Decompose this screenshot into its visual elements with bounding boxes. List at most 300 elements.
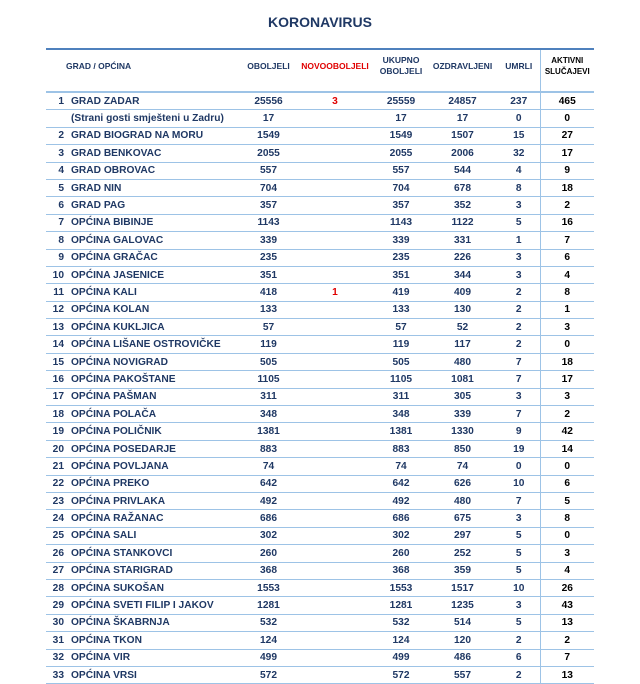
table-row bbox=[46, 162, 594, 179]
row-umrli: 10 bbox=[498, 475, 540, 492]
row-ozdravljeni: 480 bbox=[427, 492, 498, 509]
row-novooboljeli bbox=[295, 649, 375, 666]
row-ukupno: 572 bbox=[375, 666, 427, 683]
row-aktivni: 1 bbox=[540, 301, 594, 318]
row-ozdravljeni: 1330 bbox=[427, 423, 498, 440]
row-ozdravljeni: 339 bbox=[427, 406, 498, 423]
row-novooboljeli bbox=[295, 440, 375, 457]
row-name: OPĆINA KUKLJICA bbox=[68, 319, 242, 336]
row-name: OPĆINA TKON bbox=[68, 632, 242, 649]
row-number: 15 bbox=[46, 353, 68, 370]
row-ozdravljeni: 1517 bbox=[427, 579, 498, 596]
row-umrli: 2 bbox=[498, 336, 540, 353]
row-aktivni: 13 bbox=[540, 614, 594, 631]
row-number: 7 bbox=[46, 214, 68, 231]
row-ukupno: 686 bbox=[375, 510, 427, 527]
row-aktivni: 6 bbox=[540, 249, 594, 266]
row-aktivni: 0 bbox=[540, 527, 594, 544]
row-umrli: 1 bbox=[498, 232, 540, 249]
table-row bbox=[46, 406, 594, 423]
table-row bbox=[46, 179, 594, 196]
row-umrli: 237 bbox=[498, 92, 540, 110]
row-novooboljeli bbox=[295, 336, 375, 353]
row-name: OPĆINA PRIVLAKA bbox=[68, 492, 242, 509]
row-novooboljeli bbox=[295, 423, 375, 440]
row-number: 21 bbox=[46, 458, 68, 475]
table-row bbox=[46, 527, 594, 544]
row-aktivni: 2 bbox=[540, 632, 594, 649]
row-umrli: 3 bbox=[498, 197, 540, 214]
row-ozdravljeni: 359 bbox=[427, 562, 498, 579]
row-aktivni: 17 bbox=[540, 145, 594, 162]
row-ozdravljeni: 1507 bbox=[427, 127, 498, 144]
row-ukupno: 883 bbox=[375, 440, 427, 457]
row-ukupno: 119 bbox=[375, 336, 427, 353]
row-umrli: 3 bbox=[498, 510, 540, 527]
row-umrli: 3 bbox=[498, 597, 540, 614]
table-row bbox=[46, 319, 594, 336]
row-number: 17 bbox=[46, 388, 68, 405]
row-ukupno: 704 bbox=[375, 179, 427, 196]
row-name: OPĆINA GRAČAC bbox=[68, 249, 242, 266]
row-ukupno: 419 bbox=[375, 284, 427, 301]
row-oboljeli: 124 bbox=[242, 632, 295, 649]
row-umrli: 2 bbox=[498, 301, 540, 318]
row-ozdravljeni: 1235 bbox=[427, 597, 498, 614]
header-spacer bbox=[46, 82, 594, 92]
row-oboljeli: 133 bbox=[242, 301, 295, 318]
row-oboljeli: 260 bbox=[242, 545, 295, 562]
row-oboljeli: 1105 bbox=[242, 371, 295, 388]
row-novooboljeli bbox=[295, 475, 375, 492]
row-name: GRAD PAG bbox=[68, 197, 242, 214]
row-oboljeli: 17 bbox=[242, 110, 295, 127]
row-umrli: 2 bbox=[498, 632, 540, 649]
row-ozdravljeni: 17 bbox=[427, 110, 498, 127]
row-number: 32 bbox=[46, 649, 68, 666]
row-oboljeli: 1281 bbox=[242, 597, 295, 614]
row-ukupno: 74 bbox=[375, 458, 427, 475]
row-number: 28 bbox=[46, 579, 68, 596]
row-ozdravljeni: 2006 bbox=[427, 145, 498, 162]
row-umrli: 7 bbox=[498, 406, 540, 423]
row-number: 10 bbox=[46, 266, 68, 283]
row-name: OPĆINA ŠKABRNJA bbox=[68, 614, 242, 631]
column-header-novooboljeli: NOVOOBOLJELI bbox=[295, 49, 375, 82]
row-ozdravljeni: 352 bbox=[427, 197, 498, 214]
row-umrli: 4 bbox=[498, 162, 540, 179]
row-ozdravljeni: 297 bbox=[427, 527, 498, 544]
table-row bbox=[46, 92, 594, 110]
row-umrli: 3 bbox=[498, 266, 540, 283]
row-number bbox=[46, 110, 68, 127]
row-umrli: 6 bbox=[498, 649, 540, 666]
row-ukupno: 348 bbox=[375, 406, 427, 423]
row-ukupno: 492 bbox=[375, 492, 427, 509]
row-umrli: 19 bbox=[498, 440, 540, 457]
row-oboljeli: 499 bbox=[242, 649, 295, 666]
row-aktivni: 0 bbox=[540, 110, 594, 127]
row-name: OPĆINA NOVIGRAD bbox=[68, 353, 242, 370]
row-umrli: 2 bbox=[498, 284, 540, 301]
row-number: 12 bbox=[46, 301, 68, 318]
row-ozdravljeni: 1081 bbox=[427, 371, 498, 388]
row-ozdravljeni: 557 bbox=[427, 666, 498, 683]
row-oboljeli: 1553 bbox=[242, 579, 295, 596]
row-umrli: 5 bbox=[498, 562, 540, 579]
row-aktivni: 4 bbox=[540, 266, 594, 283]
row-oboljeli: 642 bbox=[242, 475, 295, 492]
column-header-ukupno-line2: OBOLJELI bbox=[379, 66, 423, 76]
row-ukupno: 1553 bbox=[375, 579, 427, 596]
row-umrli: 0 bbox=[498, 110, 540, 127]
table-row bbox=[46, 492, 594, 509]
row-name: OPĆINA POSEDARJE bbox=[68, 440, 242, 457]
table-row bbox=[46, 145, 594, 162]
row-name: GRAD BENKOVAC bbox=[68, 145, 242, 162]
row-name: OPĆINA KALI bbox=[68, 284, 242, 301]
table-body bbox=[46, 92, 594, 684]
row-ozdravljeni: 344 bbox=[427, 266, 498, 283]
row-name: OPĆINA GALOVAC bbox=[68, 232, 242, 249]
table-row bbox=[46, 545, 594, 562]
column-header-oboljeli: OBOLJELI bbox=[242, 49, 295, 82]
row-umrli: 0 bbox=[498, 458, 540, 475]
row-ozdravljeni: 74 bbox=[427, 458, 498, 475]
row-number: 26 bbox=[46, 545, 68, 562]
row-oboljeli: 704 bbox=[242, 179, 295, 196]
row-number: 25 bbox=[46, 527, 68, 544]
row-number: 9 bbox=[46, 249, 68, 266]
row-novooboljeli bbox=[295, 179, 375, 196]
table-row bbox=[46, 336, 594, 353]
row-aktivni: 18 bbox=[540, 353, 594, 370]
row-number: 23 bbox=[46, 492, 68, 509]
row-name: OPĆINA JASENICE bbox=[68, 266, 242, 283]
table-row bbox=[46, 197, 594, 214]
row-novooboljeli bbox=[295, 666, 375, 683]
row-ozdravljeni: 514 bbox=[427, 614, 498, 631]
row-name: OPĆINA POVLJANA bbox=[68, 458, 242, 475]
column-header-aktivni-line1: AKTIVNI bbox=[551, 56, 584, 65]
column-header-name: GRAD / OPĆINA bbox=[46, 49, 242, 82]
table-row bbox=[46, 579, 594, 596]
row-number: 22 bbox=[46, 475, 68, 492]
row-oboljeli: 235 bbox=[242, 249, 295, 266]
row-name: OPĆINA PREKO bbox=[68, 475, 242, 492]
row-number: 16 bbox=[46, 371, 68, 388]
row-ozdravljeni: 486 bbox=[427, 649, 498, 666]
table-row bbox=[46, 649, 594, 666]
row-ukupno: 368 bbox=[375, 562, 427, 579]
row-oboljeli: 532 bbox=[242, 614, 295, 631]
row-ukupno: 499 bbox=[375, 649, 427, 666]
row-number: 24 bbox=[46, 510, 68, 527]
row-aktivni: 9 bbox=[540, 162, 594, 179]
table-row bbox=[46, 249, 594, 266]
row-ukupno: 133 bbox=[375, 301, 427, 318]
table-row bbox=[46, 597, 594, 614]
row-novooboljeli bbox=[295, 510, 375, 527]
row-umrli: 3 bbox=[498, 249, 540, 266]
row-aktivni: 8 bbox=[540, 510, 594, 527]
row-novooboljeli bbox=[295, 249, 375, 266]
row-aktivni: 16 bbox=[540, 214, 594, 231]
row-number: 14 bbox=[46, 336, 68, 353]
row-aktivni: 3 bbox=[540, 388, 594, 405]
row-ozdravljeni: 678 bbox=[427, 179, 498, 196]
row-number: 2 bbox=[46, 127, 68, 144]
row-oboljeli: 418 bbox=[242, 284, 295, 301]
row-umrli: 2 bbox=[498, 319, 540, 336]
row-name: OPĆINA BIBINJE bbox=[68, 214, 242, 231]
row-name: OPĆINA LIŠANE OSTROVIČKE bbox=[68, 336, 242, 353]
row-number: 4 bbox=[46, 162, 68, 179]
row-aktivni: 27 bbox=[540, 127, 594, 144]
row-ozdravljeni: 24857 bbox=[427, 92, 498, 110]
row-ukupno: 1381 bbox=[375, 423, 427, 440]
row-number: 20 bbox=[46, 440, 68, 457]
page-title: KORONAVIRUS bbox=[268, 14, 372, 30]
row-novooboljeli: 1 bbox=[295, 284, 375, 301]
row-umrli: 5 bbox=[498, 214, 540, 231]
row-name: GRAD BIOGRAD NA MORU bbox=[68, 127, 242, 144]
column-header-umrli: UMRLI bbox=[498, 49, 540, 82]
row-novooboljeli bbox=[295, 266, 375, 283]
row-ozdravljeni: 480 bbox=[427, 353, 498, 370]
row-name: OPĆINA STARIGRAD bbox=[68, 562, 242, 579]
row-oboljeli: 74 bbox=[242, 458, 295, 475]
row-aktivni: 43 bbox=[540, 597, 594, 614]
table-row bbox=[46, 666, 594, 683]
row-aktivni: 3 bbox=[540, 319, 594, 336]
row-ukupno: 357 bbox=[375, 197, 427, 214]
row-aktivni: 5 bbox=[540, 492, 594, 509]
row-oboljeli: 339 bbox=[242, 232, 295, 249]
row-umrli: 15 bbox=[498, 127, 540, 144]
row-ukupno: 1549 bbox=[375, 127, 427, 144]
table-row bbox=[46, 614, 594, 631]
row-ozdravljeni: 130 bbox=[427, 301, 498, 318]
row-ukupno: 260 bbox=[375, 545, 427, 562]
row-number: 31 bbox=[46, 632, 68, 649]
row-oboljeli: 1549 bbox=[242, 127, 295, 144]
row-name: OPĆINA PAŠMAN bbox=[68, 388, 242, 405]
row-name: OPĆINA KOLAN bbox=[68, 301, 242, 318]
table-row bbox=[46, 388, 594, 405]
row-number: 27 bbox=[46, 562, 68, 579]
row-oboljeli: 883 bbox=[242, 440, 295, 457]
row-oboljeli: 2055 bbox=[242, 145, 295, 162]
row-novooboljeli bbox=[295, 301, 375, 318]
row-aktivni: 17 bbox=[540, 371, 594, 388]
table-row bbox=[46, 510, 594, 527]
row-ukupno: 351 bbox=[375, 266, 427, 283]
table-row bbox=[46, 632, 594, 649]
table-row bbox=[46, 301, 594, 318]
row-ozdravljeni: 409 bbox=[427, 284, 498, 301]
row-oboljeli: 357 bbox=[242, 197, 295, 214]
row-ozdravljeni: 252 bbox=[427, 545, 498, 562]
row-name: OPĆINA VRSI bbox=[68, 666, 242, 683]
row-aktivni: 18 bbox=[540, 179, 594, 196]
row-aktivni: 14 bbox=[540, 440, 594, 457]
row-name: (Strani gosti smješteni u Zadru) bbox=[68, 110, 242, 127]
column-header-ukupno bbox=[375, 49, 427, 82]
row-ukupno: 235 bbox=[375, 249, 427, 266]
row-ukupno: 505 bbox=[375, 353, 427, 370]
row-umrli: 7 bbox=[498, 353, 540, 370]
row-ukupno: 339 bbox=[375, 232, 427, 249]
row-novooboljeli bbox=[295, 353, 375, 370]
row-umrli: 9 bbox=[498, 423, 540, 440]
row-ozdravljeni: 120 bbox=[427, 632, 498, 649]
row-ukupno: 557 bbox=[375, 162, 427, 179]
row-umrli: 5 bbox=[498, 614, 540, 631]
row-ukupno: 25559 bbox=[375, 92, 427, 110]
row-aktivni: 7 bbox=[540, 232, 594, 249]
row-name: GRAD NIN bbox=[68, 179, 242, 196]
row-umrli: 32 bbox=[498, 145, 540, 162]
row-novooboljeli bbox=[295, 406, 375, 423]
row-number: 33 bbox=[46, 666, 68, 683]
row-name: OPĆINA SVETI FILIP I JAKOV bbox=[68, 597, 242, 614]
row-umrli: 3 bbox=[498, 388, 540, 405]
row-umrli: 2 bbox=[498, 666, 540, 683]
table-row bbox=[46, 458, 594, 475]
row-novooboljeli bbox=[295, 527, 375, 544]
row-umrli: 5 bbox=[498, 527, 540, 544]
row-ukupno: 302 bbox=[375, 527, 427, 544]
row-name: OPĆINA SUKOŠAN bbox=[68, 579, 242, 596]
row-ukupno: 642 bbox=[375, 475, 427, 492]
table-row bbox=[46, 475, 594, 492]
row-ozdravljeni: 305 bbox=[427, 388, 498, 405]
row-novooboljeli bbox=[295, 232, 375, 249]
row-name: OPĆINA PAKOŠTANE bbox=[68, 371, 242, 388]
row-number: 13 bbox=[46, 319, 68, 336]
column-header-aktivni bbox=[540, 49, 594, 82]
row-oboljeli: 1381 bbox=[242, 423, 295, 440]
row-number: 3 bbox=[46, 145, 68, 162]
table-row bbox=[46, 423, 594, 440]
row-novooboljeli bbox=[295, 110, 375, 127]
row-novooboljeli bbox=[295, 597, 375, 614]
row-ozdravljeni: 675 bbox=[427, 510, 498, 527]
row-aktivni: 4 bbox=[540, 562, 594, 579]
row-number: 18 bbox=[46, 406, 68, 423]
row-oboljeli: 572 bbox=[242, 666, 295, 683]
row-ozdravljeni: 117 bbox=[427, 336, 498, 353]
covid-cases-table bbox=[46, 48, 594, 684]
row-ukupno: 57 bbox=[375, 319, 427, 336]
row-name: OPĆINA VIR bbox=[68, 649, 242, 666]
table-row bbox=[46, 266, 594, 283]
row-aktivni: 3 bbox=[540, 545, 594, 562]
table-row bbox=[46, 214, 594, 231]
row-name: OPĆINA SALI bbox=[68, 527, 242, 544]
row-novooboljeli bbox=[295, 197, 375, 214]
row-ukupno: 311 bbox=[375, 388, 427, 405]
row-novooboljeli bbox=[295, 632, 375, 649]
row-aktivni: 0 bbox=[540, 458, 594, 475]
row-oboljeli: 557 bbox=[242, 162, 295, 179]
row-oboljeli: 351 bbox=[242, 266, 295, 283]
row-novooboljeli bbox=[295, 127, 375, 144]
row-ozdravljeni: 626 bbox=[427, 475, 498, 492]
row-novooboljeli bbox=[295, 492, 375, 509]
column-header-ozdravljeni: OZDRAVLJENI bbox=[427, 49, 498, 82]
table-row bbox=[46, 127, 594, 144]
row-oboljeli: 25556 bbox=[242, 92, 295, 110]
row-umrli: 7 bbox=[498, 492, 540, 509]
column-header-ukupno-line1: UKUPNO bbox=[382, 55, 420, 65]
row-oboljeli: 686 bbox=[242, 510, 295, 527]
row-novooboljeli bbox=[295, 579, 375, 596]
row-aktivni: 26 bbox=[540, 579, 594, 596]
row-aktivni: 0 bbox=[540, 336, 594, 353]
row-name: GRAD OBROVAC bbox=[68, 162, 242, 179]
row-oboljeli: 368 bbox=[242, 562, 295, 579]
row-novooboljeli bbox=[295, 545, 375, 562]
table-row bbox=[46, 232, 594, 249]
table-row bbox=[46, 371, 594, 388]
row-novooboljeli bbox=[295, 614, 375, 631]
row-novooboljeli bbox=[295, 214, 375, 231]
row-ozdravljeni: 1122 bbox=[427, 214, 498, 231]
row-name: GRAD ZADAR bbox=[68, 92, 242, 110]
row-novooboljeli bbox=[295, 458, 375, 475]
row-aktivni: 8 bbox=[540, 284, 594, 301]
row-number: 19 bbox=[46, 423, 68, 440]
row-oboljeli: 119 bbox=[242, 336, 295, 353]
row-name: OPĆINA RAŽANAC bbox=[68, 510, 242, 527]
table-row bbox=[46, 562, 594, 579]
table-row bbox=[46, 110, 594, 127]
row-aktivni: 2 bbox=[540, 406, 594, 423]
row-name: OPĆINA POLAČA bbox=[68, 406, 242, 423]
table-header bbox=[46, 49, 594, 92]
column-header-aktivni-line2: SLUČAJEVI bbox=[544, 67, 590, 76]
row-novooboljeli bbox=[295, 145, 375, 162]
table-row bbox=[46, 284, 594, 301]
row-ozdravljeni: 544 bbox=[427, 162, 498, 179]
row-novooboljeli bbox=[295, 319, 375, 336]
row-umrli: 5 bbox=[498, 545, 540, 562]
row-oboljeli: 302 bbox=[242, 527, 295, 544]
row-novooboljeli bbox=[295, 388, 375, 405]
row-oboljeli: 57 bbox=[242, 319, 295, 336]
row-oboljeli: 348 bbox=[242, 406, 295, 423]
row-ozdravljeni: 52 bbox=[427, 319, 498, 336]
row-number: 11 bbox=[46, 284, 68, 301]
row-ukupno: 1281 bbox=[375, 597, 427, 614]
row-aktivni: 6 bbox=[540, 475, 594, 492]
row-umrli: 10 bbox=[498, 579, 540, 596]
row-aktivni: 2 bbox=[540, 197, 594, 214]
row-novooboljeli: 3 bbox=[295, 92, 375, 110]
row-umrli: 7 bbox=[498, 371, 540, 388]
row-ozdravljeni: 850 bbox=[427, 440, 498, 457]
row-ozdravljeni: 331 bbox=[427, 232, 498, 249]
row-number: 30 bbox=[46, 614, 68, 631]
row-name: OPĆINA POLIČNIK bbox=[68, 423, 242, 440]
table-row bbox=[46, 440, 594, 457]
row-number: 1 bbox=[46, 92, 68, 110]
row-number: 29 bbox=[46, 597, 68, 614]
row-novooboljeli bbox=[295, 371, 375, 388]
row-aktivni: 13 bbox=[540, 666, 594, 683]
